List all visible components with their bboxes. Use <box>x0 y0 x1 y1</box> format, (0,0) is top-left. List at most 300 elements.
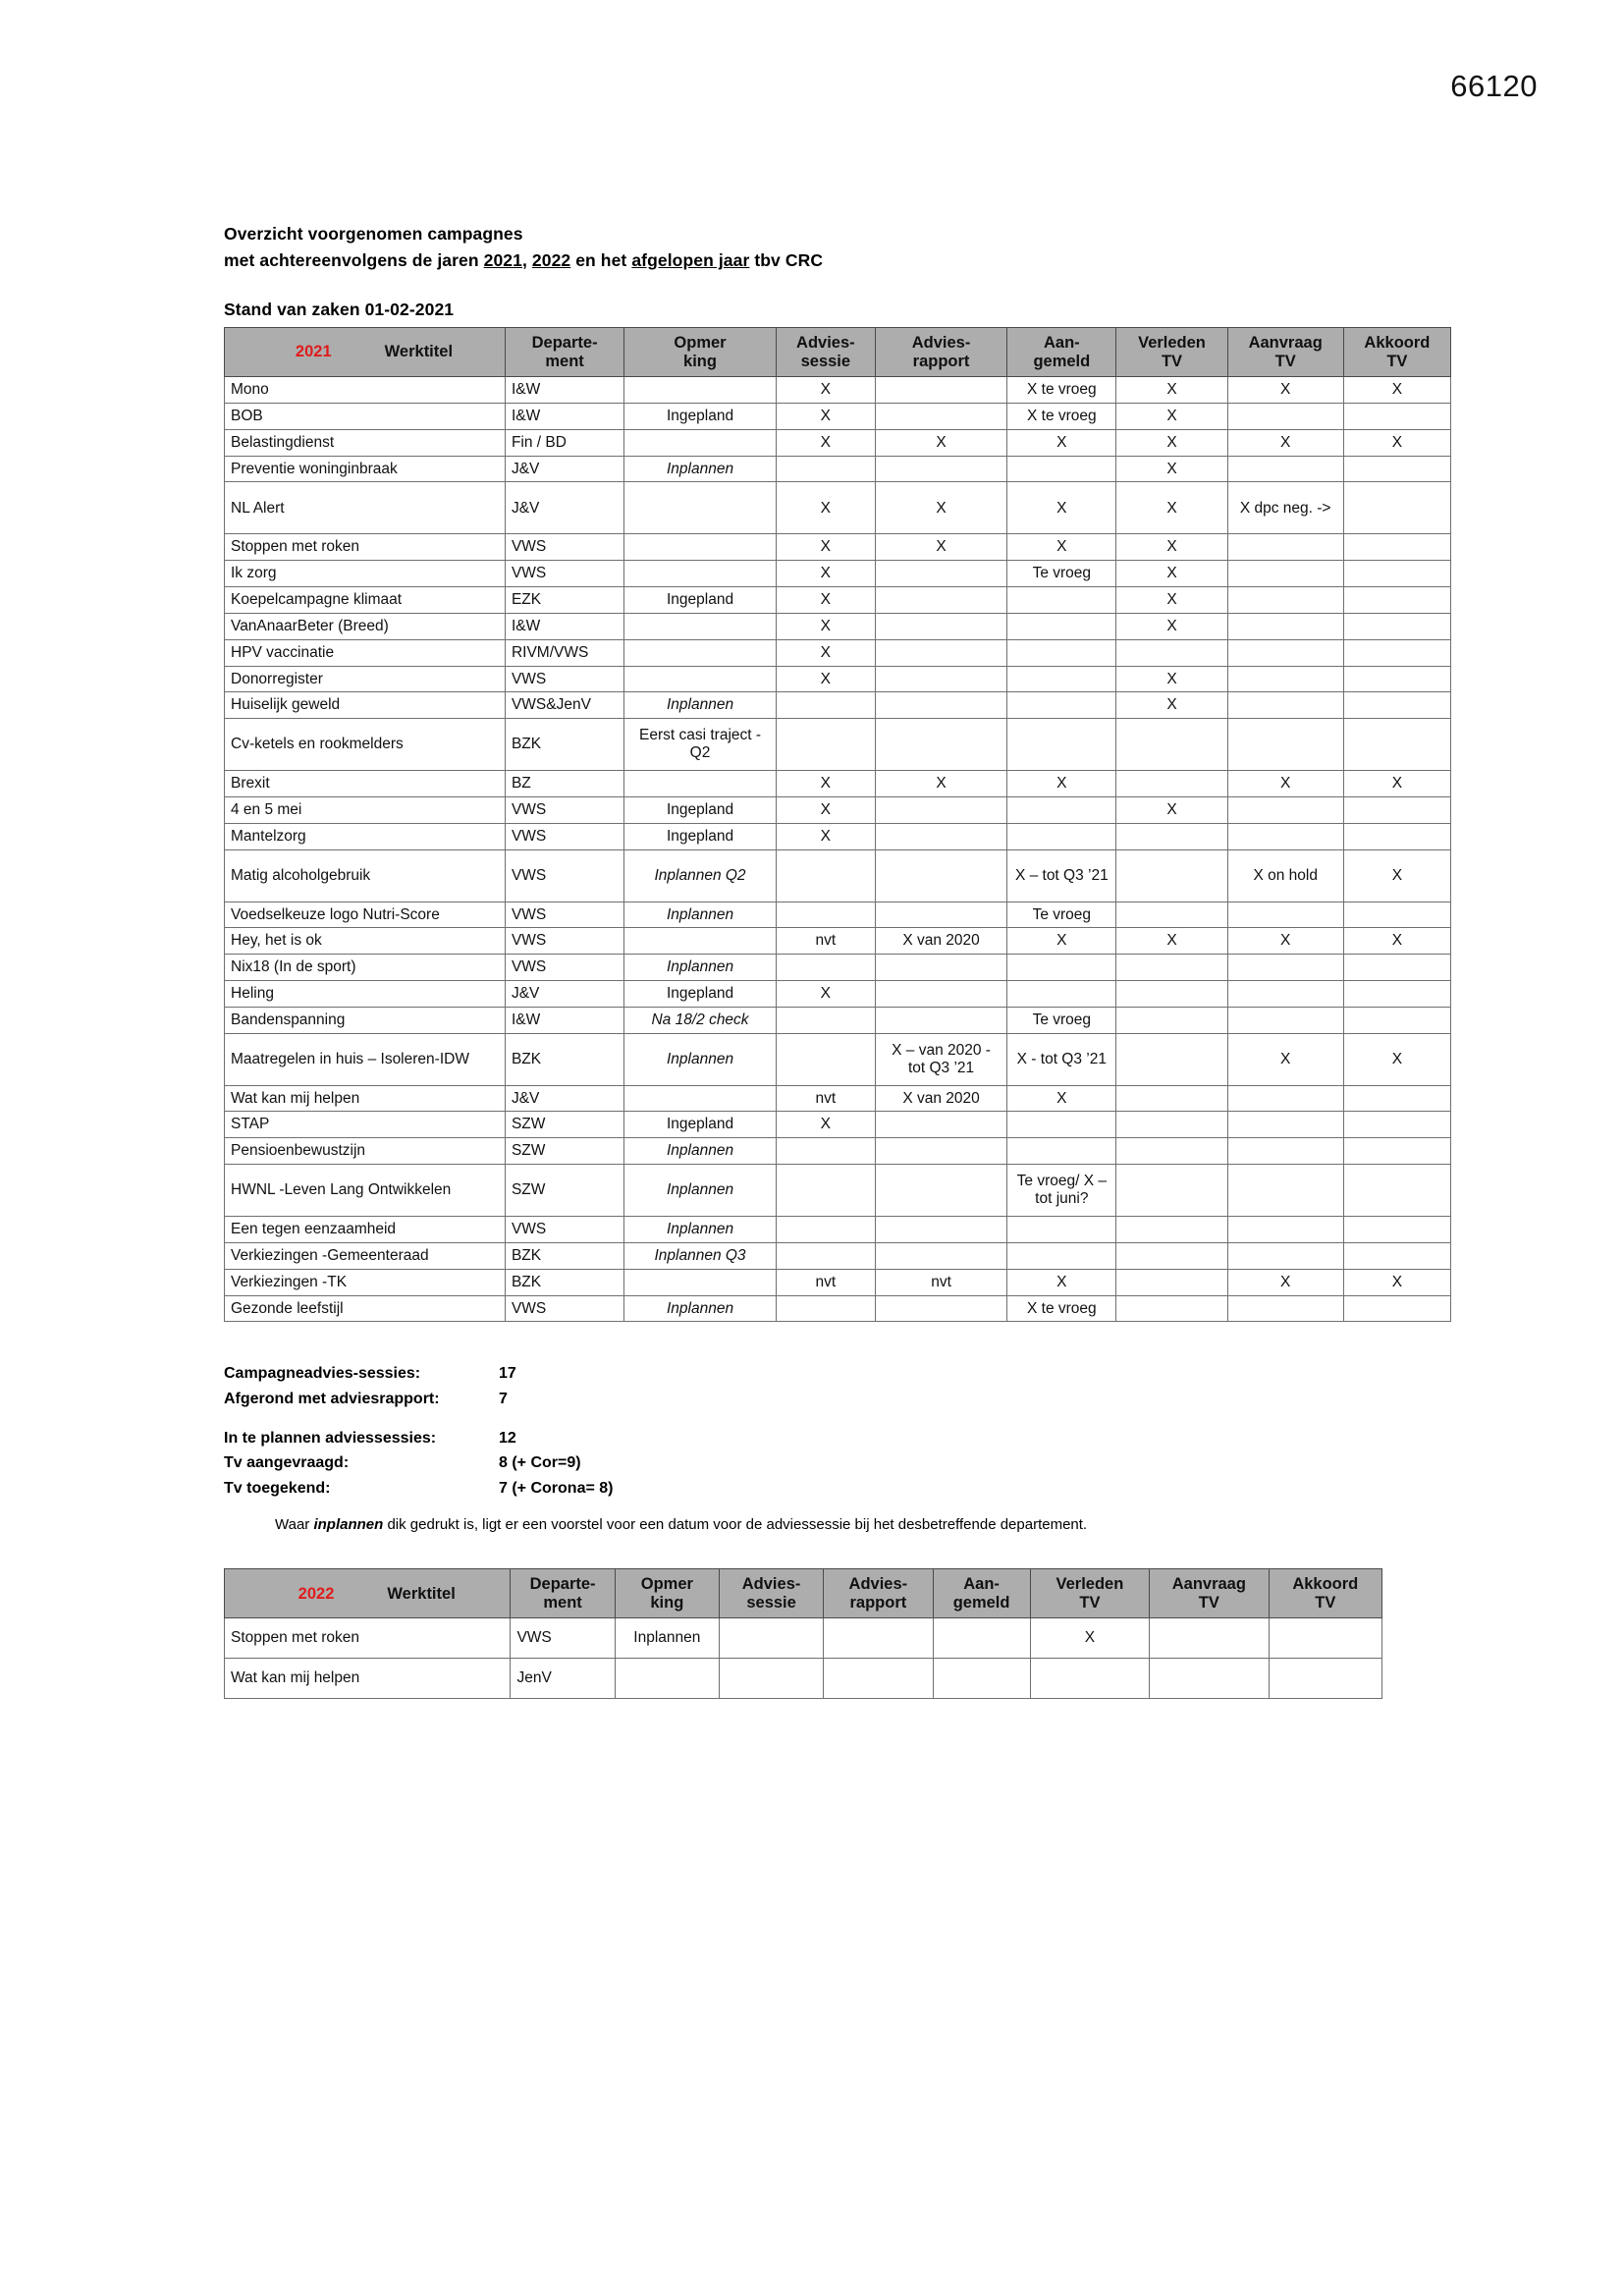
cell-aanvraag-tv <box>1227 1295 1343 1322</box>
summary-label: Afgerond met adviesrapport: <box>224 1390 440 1407</box>
cell-aanvraag-tv: X dpc neg. -> <box>1227 482 1343 534</box>
cell-opmerking <box>624 613 777 639</box>
table-row <box>225 849 1451 902</box>
cell-aangemeld <box>1007 456 1116 482</box>
cell-opmerking <box>624 928 777 955</box>
cell-akkoord-tv <box>1343 719 1450 771</box>
summary-label: Tv aangevraagd: <box>224 1454 350 1472</box>
cell-akkoord-tv: X <box>1343 429 1450 456</box>
cell-akkoord-tv <box>1343 796 1450 823</box>
cell-adviesrapport: nvt <box>875 1269 1006 1295</box>
header-verleden-tv: Verleden TV <box>1116 328 1227 377</box>
table-row <box>225 1138 1451 1165</box>
document-id: 66120 <box>1450 69 1538 103</box>
cell-akkoord-tv <box>1343 613 1450 639</box>
cell-verleden-tv <box>1116 981 1227 1008</box>
cell-adviessessie <box>776 902 875 928</box>
table-row <box>225 1033 1451 1085</box>
cell-opmerking: Ingepland <box>624 404 777 430</box>
cell-aangemeld: Te vroeg <box>1007 561 1116 587</box>
cell-werktitel: Cv-ketels en rookmelders <box>225 719 506 771</box>
cell-verleden-tv <box>1116 1112 1227 1138</box>
cell-opmerking: Inplannen Q2 <box>624 849 777 902</box>
summary-gap <box>224 1412 1461 1426</box>
cell-adviessessie: X <box>776 377 875 404</box>
cell-verleden-tv <box>1116 1269 1227 1295</box>
header-werktitel-label: Werktitel <box>384 343 454 361</box>
cell-opmerking: Inplannen <box>624 955 777 981</box>
cell-departement: BZK <box>505 1269 623 1295</box>
cell-aanvraag-tv <box>1150 1659 1269 1699</box>
table-row <box>225 1007 1451 1033</box>
cell-verleden-tv: X <box>1116 666 1227 692</box>
cell-verleden-tv: X <box>1116 482 1227 534</box>
cell-akkoord-tv: X <box>1343 377 1450 404</box>
cell-aanvraag-tv <box>1227 639 1343 666</box>
note-pre: Waar <box>275 1516 314 1534</box>
cell-adviessessie: X <box>776 1112 875 1138</box>
cell-aanvraag-tv <box>1227 534 1343 561</box>
cell-aanvraag-tv <box>1227 666 1343 692</box>
cell-akkoord-tv <box>1343 639 1450 666</box>
cell-akkoord-tv <box>1269 1659 1381 1699</box>
header-werktitel-2022 <box>225 1569 511 1618</box>
cell-adviessessie: X <box>776 561 875 587</box>
cell-departement: BZ <box>505 771 623 797</box>
header-aangemeld: Aan- gemeld <box>933 1569 1030 1618</box>
cell-akkoord-tv <box>1343 823 1450 849</box>
cell-akkoord-tv: X <box>1343 1033 1450 1085</box>
cell-aangemeld <box>1007 587 1116 614</box>
summary-value: 7 (+ Corona= 8) <box>499 1479 614 1497</box>
cell-departement: VWS <box>505 1217 623 1243</box>
cell-aangemeld: Te vroeg <box>1007 1007 1116 1033</box>
cell-akkoord-tv <box>1343 561 1450 587</box>
cell-aanvraag-tv: X <box>1227 1269 1343 1295</box>
cell-departement: VWS <box>505 534 623 561</box>
cell-aangemeld: X te vroeg <box>1007 404 1116 430</box>
table-row <box>225 902 1451 928</box>
summary-value: 7 <box>499 1390 508 1407</box>
cell-adviessessie: X <box>776 404 875 430</box>
cell-adviessessie <box>719 1618 823 1659</box>
header-akkoord-tv: Akkoord TV <box>1343 328 1450 377</box>
cell-opmerking: Inplannen <box>624 1217 777 1243</box>
cell-verleden-tv <box>1116 955 1227 981</box>
cell-departement: VWS <box>511 1618 615 1659</box>
table-row <box>225 823 1451 849</box>
cell-werktitel: Stoppen met roken <box>225 1618 511 1659</box>
header-adviessessie: Advies- sessie <box>776 328 875 377</box>
cell-werktitel: Matig alcoholgebruik <box>225 849 506 902</box>
table-row <box>225 955 1451 981</box>
cell-akkoord-tv <box>1343 1217 1450 1243</box>
header-adviesrapport: Advies- rapport <box>875 328 1006 377</box>
cell-aangemeld <box>933 1659 1030 1699</box>
cell-departement: J&V <box>505 981 623 1008</box>
cell-departement: BZK <box>505 1033 623 1085</box>
cell-aanvraag-tv <box>1227 1007 1343 1033</box>
summary-row <box>224 1426 1461 1451</box>
note-emphasis: inplannen <box>313 1516 384 1534</box>
cell-opmerking <box>624 1085 777 1112</box>
cell-adviesrapport <box>875 823 1006 849</box>
header-opmerking: Opmer king <box>615 1569 719 1618</box>
table-row <box>225 771 1451 797</box>
table-row <box>225 1217 1451 1243</box>
cell-werktitel: Huiselijk geweld <box>225 692 506 719</box>
header-departement: Departe- ment <box>505 328 623 377</box>
cell-akkoord-tv <box>1343 981 1450 1008</box>
cell-adviesrapport <box>875 1007 1006 1033</box>
cell-aanvraag-tv <box>1227 796 1343 823</box>
cell-akkoord-tv <box>1343 456 1450 482</box>
cell-akkoord-tv <box>1269 1618 1381 1659</box>
cell-adviesrapport <box>875 692 1006 719</box>
campaigns-table-2021 <box>224 327 1451 1322</box>
cell-departement: SZW <box>505 1165 623 1217</box>
cell-opmerking <box>624 429 777 456</box>
header-akkoord-tv: Akkoord TV <box>1269 1569 1381 1618</box>
header-aangemeld: Aan- gemeld <box>1007 328 1116 377</box>
cell-verleden-tv <box>1116 1217 1227 1243</box>
cell-verleden-tv <box>1116 823 1227 849</box>
cell-aanvraag-tv <box>1227 823 1343 849</box>
campaigns-table-2022 <box>224 1568 1382 1699</box>
cell-aangemeld <box>1007 1138 1116 1165</box>
title-middle: en het <box>570 250 632 271</box>
cell-aangemeld: Te vroeg <box>1007 902 1116 928</box>
cell-aangemeld: X – tot Q3 ’21 <box>1007 849 1116 902</box>
cell-aangemeld: X <box>1007 928 1116 955</box>
cell-departement: VWS <box>505 823 623 849</box>
cell-departement: VWS <box>505 902 623 928</box>
cell-adviessessie: nvt <box>776 1269 875 1295</box>
header-aanvraag-tv: Aanvraag TV <box>1150 1569 1269 1618</box>
cell-opmerking: Na 18/2 check <box>624 1007 777 1033</box>
table-row <box>225 796 1451 823</box>
table-row <box>225 587 1451 614</box>
cell-adviessessie <box>776 1295 875 1322</box>
cell-adviessessie: X <box>776 429 875 456</box>
cell-departement: VWS <box>505 849 623 902</box>
cell-departement: J&V <box>505 456 623 482</box>
cell-opmerking: Ingepland <box>624 796 777 823</box>
cell-werktitel: Belastingdienst <box>225 429 506 456</box>
cell-aanvraag-tv <box>1227 1085 1343 1112</box>
cell-adviesrapport: X van 2020 <box>875 1085 1006 1112</box>
header-year-2022: 2022 <box>298 1584 335 1603</box>
cell-adviesrapport <box>875 377 1006 404</box>
cell-opmerking <box>624 1269 777 1295</box>
cell-adviesrapport <box>875 639 1006 666</box>
cell-opmerking: Inplannen <box>624 902 777 928</box>
cell-aanvraag-tv <box>1227 981 1343 1008</box>
table-row <box>225 1269 1451 1295</box>
title-line2-pre: met achtereenvolgens de jaren <box>224 250 484 271</box>
document-content <box>224 221 1461 1699</box>
cell-werktitel: Brexit <box>225 771 506 797</box>
cell-aanvraag-tv: X <box>1227 1033 1343 1085</box>
cell-akkoord-tv <box>1343 1085 1450 1112</box>
cell-adviessessie: X <box>776 796 875 823</box>
cell-akkoord-tv <box>1343 1138 1450 1165</box>
cell-adviesrapport <box>875 666 1006 692</box>
table-row <box>225 1295 1451 1322</box>
table-row <box>225 928 1451 955</box>
table-row <box>225 456 1451 482</box>
cell-aanvraag-tv: X <box>1227 377 1343 404</box>
cell-werktitel: NL Alert <box>225 482 506 534</box>
summary-note <box>275 1514 1461 1535</box>
cell-departement: EZK <box>505 587 623 614</box>
cell-akkoord-tv <box>1343 404 1450 430</box>
cell-adviesrapport <box>875 1112 1006 1138</box>
cell-verleden-tv <box>1116 719 1227 771</box>
cell-aangemeld: X <box>1007 1085 1116 1112</box>
cell-werktitel: HWNL -Leven Lang Ontwikkelen <box>225 1165 506 1217</box>
cell-opmerking: Inplannen <box>624 1165 777 1217</box>
table-row <box>225 1165 1451 1217</box>
cell-departement: BZK <box>505 719 623 771</box>
cell-aangemeld <box>1007 639 1116 666</box>
table-row <box>225 561 1451 587</box>
cell-adviesrapport <box>875 613 1006 639</box>
cell-verleden-tv <box>1030 1659 1149 1699</box>
table-row <box>225 1085 1451 1112</box>
cell-verleden-tv: X <box>1116 534 1227 561</box>
cell-adviessessie: nvt <box>776 928 875 955</box>
cell-werktitel: Mono <box>225 377 506 404</box>
cell-adviesrapport: X <box>875 771 1006 797</box>
cell-opmerking: Inplannen <box>615 1618 719 1659</box>
cell-werktitel: Bandenspanning <box>225 1007 506 1033</box>
cell-opmerking: Ingepland <box>624 981 777 1008</box>
cell-werktitel: Ik zorg <box>225 561 506 587</box>
title-separator: , <box>521 250 532 271</box>
cell-adviesrapport <box>875 561 1006 587</box>
table-2021-header <box>225 328 1451 377</box>
cell-aanvraag-tv: X <box>1227 928 1343 955</box>
header-opmerking: Opmer king <box>624 328 777 377</box>
cell-aangemeld <box>1007 955 1116 981</box>
cell-akkoord-tv <box>1343 1242 1450 1269</box>
cell-verleden-tv: X <box>1116 928 1227 955</box>
header-year-2021: 2021 <box>295 343 332 361</box>
cell-adviesrapport <box>875 796 1006 823</box>
cell-departement: VWS <box>505 796 623 823</box>
cell-akkoord-tv <box>1343 482 1450 534</box>
cell-verleden-tv: X <box>1030 1618 1149 1659</box>
table-row <box>225 1242 1451 1269</box>
cell-adviesrapport <box>875 1217 1006 1243</box>
table-2022-wrapper <box>224 1568 1461 1699</box>
cell-verleden-tv: X <box>1116 796 1227 823</box>
cell-adviessessie <box>776 1007 875 1033</box>
header-aanvraag-tv: Aanvraag TV <box>1227 328 1343 377</box>
cell-departement: I&W <box>505 377 623 404</box>
cell-werktitel: Een tegen eenzaamheid <box>225 1217 506 1243</box>
cell-akkoord-tv <box>1343 1112 1450 1138</box>
cell-akkoord-tv <box>1343 587 1450 614</box>
cell-akkoord-tv <box>1343 692 1450 719</box>
cell-werktitel: Wat kan mij helpen <box>225 1085 506 1112</box>
cell-opmerking: Ingepland <box>624 823 777 849</box>
cell-aangemeld <box>1007 981 1116 1008</box>
cell-departement: SZW <box>505 1138 623 1165</box>
summary-row <box>224 1450 1461 1476</box>
cell-departement: BZK <box>505 1242 623 1269</box>
cell-opmerking <box>624 482 777 534</box>
stand-van-zaken: Stand van zaken 01-02-2021 <box>224 300 455 320</box>
cell-adviessessie <box>776 1138 875 1165</box>
cell-adviesrapport <box>875 902 1006 928</box>
cell-adviesrapport <box>875 456 1006 482</box>
cell-adviesrapport <box>875 849 1006 902</box>
header-werktitel-label: Werktitel <box>387 1584 456 1603</box>
cell-verleden-tv: X <box>1116 692 1227 719</box>
cell-adviessessie: X <box>776 666 875 692</box>
cell-werktitel: Wat kan mij helpen <box>225 1659 511 1699</box>
table-2022-body <box>225 1618 1382 1699</box>
cell-opmerking: Inplannen Q3 <box>624 1242 777 1269</box>
cell-aanvraag-tv <box>1227 613 1343 639</box>
cell-aangemeld: X <box>1007 429 1116 456</box>
cell-adviessessie: X <box>776 534 875 561</box>
cell-verleden-tv <box>1116 902 1227 928</box>
cell-adviessessie <box>776 456 875 482</box>
table-row <box>225 534 1451 561</box>
table-row <box>225 429 1451 456</box>
cell-aanvraag-tv <box>1227 404 1343 430</box>
table-row <box>225 692 1451 719</box>
cell-departement: VWS <box>505 1295 623 1322</box>
cell-aangemeld <box>933 1618 1030 1659</box>
cell-adviesrapport <box>875 1165 1006 1217</box>
cell-opmerking <box>624 639 777 666</box>
cell-verleden-tv <box>1116 1085 1227 1112</box>
table-row <box>225 639 1451 666</box>
cell-departement: VWS <box>505 928 623 955</box>
cell-opmerking: Inplannen <box>624 456 777 482</box>
cell-werktitel: BOB <box>225 404 506 430</box>
header-verleden-tv: Verleden TV <box>1030 1569 1149 1618</box>
note-post: dik gedrukt is, ligt er een voorstel voor een datum voor de adviessessie bij het desbetreffende departement. <box>383 1516 1088 1534</box>
cell-departement: SZW <box>505 1112 623 1138</box>
cell-adviessessie <box>776 1217 875 1243</box>
cell-verleden-tv <box>1116 1242 1227 1269</box>
cell-adviessessie <box>719 1659 823 1699</box>
cell-werktitel: Heling <box>225 981 506 1008</box>
title-year-2021: 2021 <box>483 250 522 271</box>
cell-verleden-tv: X <box>1116 404 1227 430</box>
cell-adviessessie <box>776 719 875 771</box>
cell-werktitel: Gezonde leefstijl <box>225 1295 506 1322</box>
cell-departement: J&V <box>505 1085 623 1112</box>
cell-werktitel: 4 en 5 mei <box>225 796 506 823</box>
cell-aanvraag-tv <box>1227 1165 1343 1217</box>
cell-verleden-tv <box>1116 1295 1227 1322</box>
cell-werktitel: Preventie woninginbraak <box>225 456 506 482</box>
table-row <box>225 377 1451 404</box>
cell-adviesrapport <box>875 404 1006 430</box>
cell-adviessessie <box>776 1242 875 1269</box>
cell-opmerking: Inplannen <box>624 692 777 719</box>
cell-aangemeld <box>1007 1112 1116 1138</box>
cell-opmerking: Eerst casi traject - Q2 <box>624 719 777 771</box>
cell-werktitel: Mantelzorg <box>225 823 506 849</box>
cell-akkoord-tv: X <box>1343 1269 1450 1295</box>
document-title-block <box>224 221 1461 274</box>
cell-opmerking <box>624 377 777 404</box>
cell-werktitel: Donorregister <box>225 666 506 692</box>
cell-werktitel: Verkiezingen -Gemeenteraad <box>225 1242 506 1269</box>
cell-aangemeld <box>1007 823 1116 849</box>
cell-aanvraag-tv: X on hold <box>1227 849 1343 902</box>
cell-verleden-tv <box>1116 1138 1227 1165</box>
header-adviessessie: Advies- sessie <box>719 1569 823 1618</box>
cell-aangemeld <box>1007 1217 1116 1243</box>
summary-row <box>224 1387 1461 1412</box>
cell-verleden-tv <box>1116 771 1227 797</box>
header-adviesrapport: Advies- rapport <box>824 1569 933 1618</box>
title-afgelopen-jaar: afgelopen jaar <box>631 250 750 271</box>
cell-verleden-tv <box>1116 1007 1227 1033</box>
cell-aangemeld <box>1007 613 1116 639</box>
cell-adviessessie: X <box>776 639 875 666</box>
summary-block <box>224 1361 1461 1535</box>
cell-opmerking: Ingepland <box>624 1112 777 1138</box>
cell-werktitel: Stoppen met roken <box>225 534 506 561</box>
cell-adviessessie: X <box>776 981 875 1008</box>
cell-werktitel: Voedselkeuze logo Nutri-Score <box>225 902 506 928</box>
cell-adviesrapport <box>875 955 1006 981</box>
header-departement: Departe- ment <box>511 1569 615 1618</box>
summary-row <box>224 1476 1461 1502</box>
cell-adviesrapport: X <box>875 482 1006 534</box>
cell-akkoord-tv <box>1343 1165 1450 1217</box>
cell-adviesrapport <box>875 587 1006 614</box>
cell-aanvraag-tv <box>1227 587 1343 614</box>
cell-departement: I&W <box>505 1007 623 1033</box>
cell-adviessessie <box>776 849 875 902</box>
table-row <box>225 981 1451 1008</box>
cell-departement: I&W <box>505 613 623 639</box>
cell-aangemeld: X <box>1007 534 1116 561</box>
cell-adviesrapport <box>824 1659 933 1699</box>
cell-departement: I&W <box>505 404 623 430</box>
cell-adviesrapport <box>875 1138 1006 1165</box>
summary-group-1 <box>224 1361 1461 1411</box>
cell-adviesrapport: X <box>875 429 1006 456</box>
cell-opmerking: Ingepland <box>624 587 777 614</box>
cell-aanvraag-tv <box>1227 955 1343 981</box>
cell-aanvraag-tv <box>1227 719 1343 771</box>
cell-verleden-tv: X <box>1116 613 1227 639</box>
cell-adviessessie: X <box>776 587 875 614</box>
cell-akkoord-tv: X <box>1343 849 1450 902</box>
table-2021-body <box>225 377 1451 1322</box>
cell-werktitel: HPV vaccinatie <box>225 639 506 666</box>
table-row <box>225 404 1451 430</box>
cell-verleden-tv: X <box>1116 587 1227 614</box>
cell-aangemeld <box>1007 1242 1116 1269</box>
cell-aangemeld: X te vroeg <box>1007 1295 1116 1322</box>
cell-aanvraag-tv <box>1227 456 1343 482</box>
cell-opmerking <box>624 771 777 797</box>
cell-akkoord-tv: X <box>1343 771 1450 797</box>
cell-aanvraag-tv <box>1227 561 1343 587</box>
